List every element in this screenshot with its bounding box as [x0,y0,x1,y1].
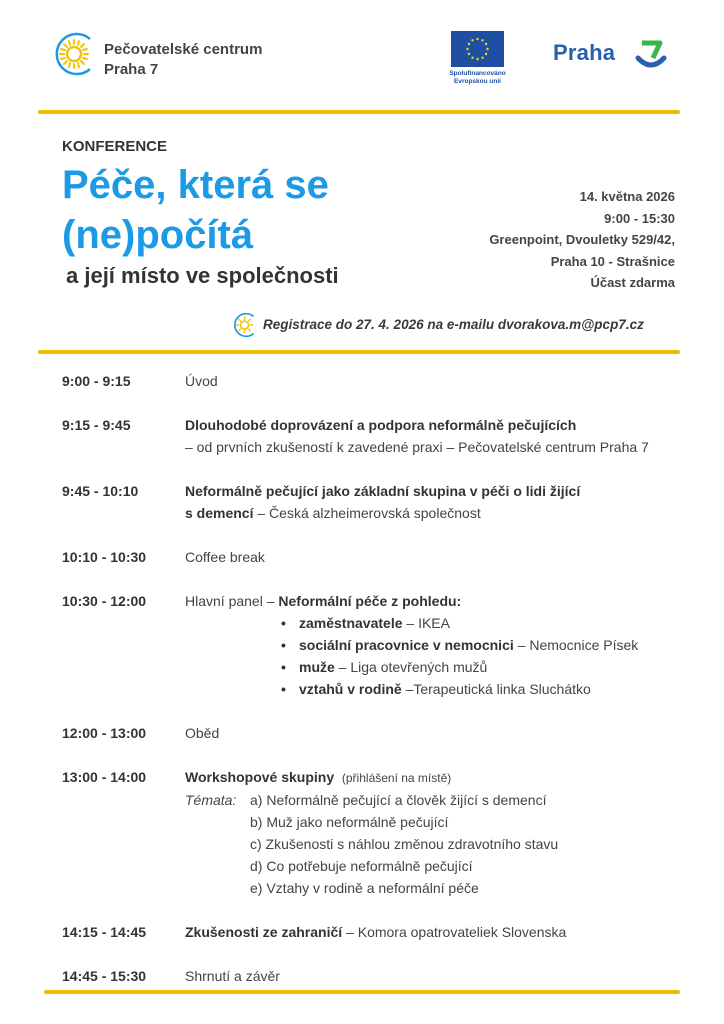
eu-cofinanced-label [440,70,515,86]
program-time: 9:45 - 10:10 [62,483,139,499]
program-desc: Coffee break [185,549,265,565]
page-title [62,160,329,260]
panel-speaker: – Nemocnice Písek [513,637,639,653]
program-title: Dlouhodobé doprovázení a podpora neformálně pečujících [185,417,577,433]
list-item: e) Vztahy v rodině a neformální péče [250,880,479,896]
program-title-cont: s demencí [185,505,254,521]
panel-speaker: – Liga otevřených mužů [334,659,488,675]
program-desc: Úvod [185,373,218,389]
panel-topic: vztahů v rodině [299,681,402,697]
program-time: 14:45 - 15:30 [62,968,147,984]
panel-title: Neformální péče z pohledu: [278,593,462,609]
kicker: KONFERENCE [62,138,168,155]
event-info [489,186,675,294]
org-name-line2: Praha 7 [104,61,159,78]
panel-label: Hlavní panel – [185,593,279,609]
divider-top [38,110,680,114]
eu-text-line1: Spolufinancováno [449,70,506,77]
topics-list [250,789,558,899]
program-speaker: – Česká alzheimerovská společnost [253,505,481,521]
program-desc [185,480,580,524]
program-item [62,965,682,987]
panel-topic: muže [299,659,335,675]
praha7-logo-icon [635,38,667,72]
program-speaker: – Komora opatrovateliek Slovenska [342,924,567,940]
program-title: Neformálně pečující jako základní skupina v péči o lidi žijící [185,483,581,499]
program-item [62,921,682,943]
program-item [62,546,682,568]
program-desc: Shrnutí a závěr [185,968,280,984]
event-venue-line2: Praha 10 - Strašnice [550,253,675,269]
program-time: 9:15 - 9:45 [62,417,131,433]
panel-list [185,612,638,700]
program-note: (přihlášení na místě) [341,771,452,785]
program-time: 12:00 - 13:00 [62,725,147,741]
org-name [104,40,262,80]
event-venue-line1: Greenpoint, Dvouletky 529/42, [489,232,675,247]
event-date: 14. května 2026 [579,189,675,204]
program-item [62,590,682,700]
program-desc: Oběd [185,725,220,741]
praha-logo-text: Praha [553,40,616,65]
panel-topic: sociální pracovnice v nemocnici [299,637,514,653]
program-item [62,766,682,899]
topics-label: Témata: [185,792,237,808]
title-line1: Péče, která se [62,163,329,207]
list-item: b) Muž jako neformálně pečující [250,814,449,830]
panel-topic: zaměstnavatele [299,615,403,631]
divider-bottom [44,990,680,994]
program-item [62,722,682,744]
program-desc [185,590,638,700]
list-item [299,612,638,634]
eu-text-line2: Evropskou unií [454,78,501,85]
list-item [299,678,638,700]
org-name-line1: Pečovatelské centrum [104,41,263,58]
list-item: c) Zkušenosti s náhlou změnou zdravotního stavu [250,836,559,852]
program-desc [185,921,566,943]
panel-speaker: –Terapeutická linka Sluchátko [401,681,591,697]
list-item [299,656,638,678]
program-subtitle: – od prvních zkušeností k zavedené praxi – Pečovatelské centrum Praha 7 [185,439,649,455]
workshop-topics [185,789,558,899]
sun-logo-icon [50,31,96,77]
program-time: 13:00 - 14:00 [62,769,147,785]
registration-info: Registrace do 27. 4. 2026 na e-mailu dvorakova.m@pcp7.cz [263,317,644,332]
program-desc [185,414,649,458]
sun-logo-icon [231,312,257,338]
list-item: a) Neformálně pečující a člověk žijící s demencí [250,792,547,808]
program-time: 10:10 - 10:30 [62,549,147,565]
divider-middle [38,350,680,354]
list-item [299,634,638,656]
title-line2: (ne)počítá [62,213,254,257]
list-item: d) Co potřebuje neformálně pečující [250,858,473,874]
event-admission: Účast zdarma [590,275,675,290]
program-time: 10:30 - 12:00 [62,593,147,609]
program-desc [185,766,558,899]
subtitle: a její místo ve společnosti [66,263,339,288]
program-schedule [62,370,682,987]
eu-flag-icon [451,31,504,67]
program-item [62,414,682,458]
panel-speaker: – IKEA [402,615,450,631]
program-item [62,370,682,392]
program-title: Zkušenosti ze zahraničí [185,924,343,940]
program-time: 14:15 - 14:45 [62,924,147,940]
program-time: 9:00 - 9:15 [62,373,131,389]
program-item [62,480,682,524]
program-title: Workshopové skupiny [185,769,335,785]
event-time: 9:00 - 15:30 [604,210,675,226]
